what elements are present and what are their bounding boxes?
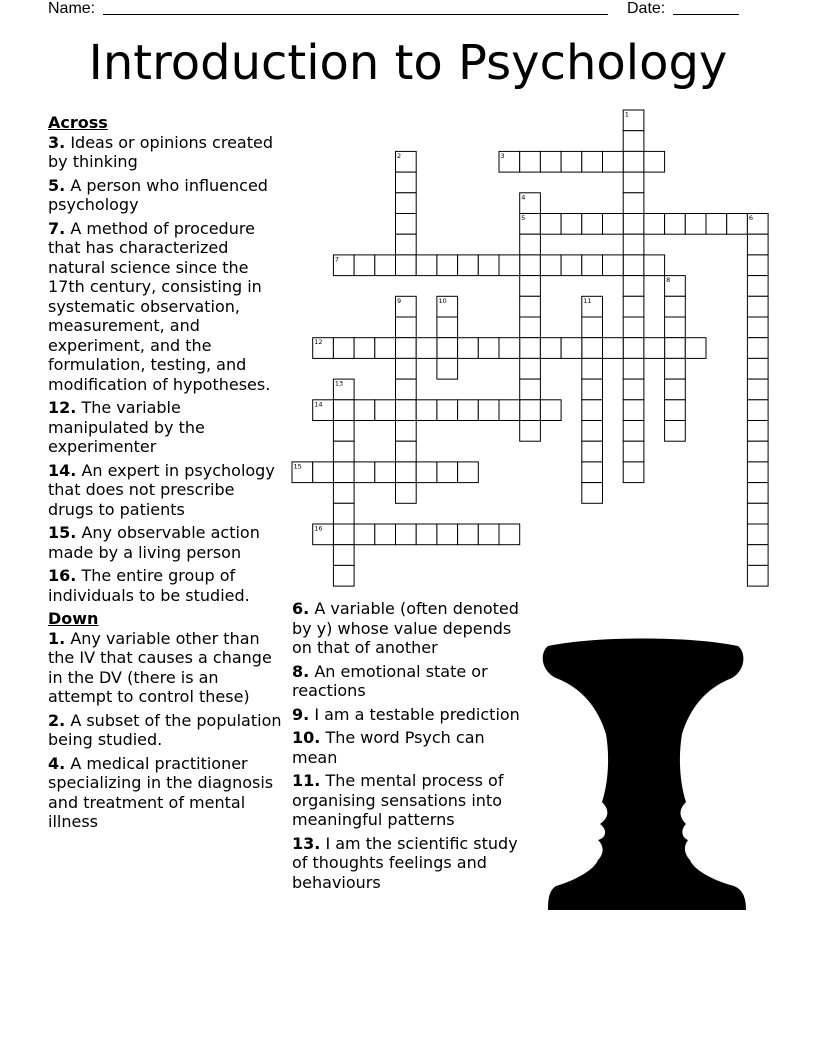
- clue-text: A variable (often denoted by y) whose value depends on that of another: [292, 599, 519, 657]
- down-clue: [292, 705, 532, 725]
- grid-cell[interactable]: [623, 338, 644, 359]
- clue-text: A subset of the population being studied.: [48, 710, 282, 749]
- grid-cell[interactable]: [582, 462, 603, 483]
- grid-cell-number: 13: [334, 379, 344, 388]
- clue-text: An emotional state or reactions: [292, 661, 488, 700]
- name-label: Name:: [48, 0, 96, 17]
- grid-cell-number: 4: [521, 193, 526, 202]
- clue-text: An expert in psychology that does not prescribe drugs to patients: [48, 460, 275, 519]
- grid-cell[interactable]: [396, 400, 417, 421]
- down-heading: Down: [48, 609, 99, 628]
- down-clue: [292, 599, 532, 658]
- grid-cell[interactable]: [561, 255, 582, 276]
- grid-cell[interactable]: [354, 338, 375, 359]
- grid-cell[interactable]: [437, 400, 458, 421]
- grid-cell[interactable]: [582, 317, 603, 338]
- grid-cell[interactable]: [561, 338, 582, 359]
- grid-cell-number: 10: [438, 296, 447, 305]
- grid-cell[interactable]: [623, 400, 644, 421]
- grid-cell[interactable]: [747, 421, 768, 442]
- grid-cell[interactable]: [375, 524, 396, 545]
- grid-cell[interactable]: [623, 234, 644, 255]
- grid-cell[interactable]: [520, 296, 541, 317]
- grid-cell[interactable]: [623, 358, 644, 379]
- down-clue: [48, 711, 283, 750]
- grid-cell[interactable]: [685, 214, 706, 235]
- grid-cell[interactable]: [582, 400, 603, 421]
- grid-cell[interactable]: [603, 255, 624, 276]
- grid-cell[interactable]: [520, 151, 541, 172]
- grid-cell-number: 9: [397, 296, 402, 305]
- clue-number: 10.: [292, 728, 321, 747]
- grid-cell[interactable]: [333, 483, 354, 504]
- grid-cell[interactable]: [396, 379, 417, 400]
- grid-cell[interactable]: [458, 255, 479, 276]
- grid-cell[interactable]: [582, 338, 603, 359]
- date-label: Date:: [627, 0, 666, 17]
- down-clue-list-middle: [292, 599, 532, 892]
- grid-cell[interactable]: [747, 483, 768, 504]
- grid-cell[interactable]: [582, 255, 603, 276]
- clue-number: 2.: [48, 710, 66, 730]
- clue-text: Ideas or opinions created by thinking: [48, 132, 273, 171]
- grid-cell[interactable]: [747, 545, 768, 566]
- grid-cell[interactable]: [665, 317, 686, 338]
- grid-cell[interactable]: [747, 462, 768, 483]
- vase-silhouette: [543, 639, 746, 911]
- grid-cell[interactable]: [644, 214, 665, 235]
- down-clue: [292, 771, 532, 830]
- grid-cell[interactable]: [706, 214, 727, 235]
- grid-cell-number: 3: [500, 151, 505, 160]
- grid-cell[interactable]: [540, 214, 561, 235]
- grid-cell[interactable]: [458, 338, 479, 359]
- rubin-vase-icon: [536, 634, 750, 916]
- grid-cell[interactable]: [665, 400, 686, 421]
- clue-number: 7.: [48, 218, 66, 238]
- grid-cell[interactable]: [354, 524, 375, 545]
- grid-cell[interactable]: [499, 400, 520, 421]
- grid-cell[interactable]: [644, 255, 665, 276]
- grid-cell[interactable]: [665, 338, 686, 359]
- grid-cell[interactable]: [499, 338, 520, 359]
- page-title: Introduction to Psychology: [88, 35, 728, 91]
- down-clue: [292, 662, 532, 701]
- clue-text: The mental process of organising sensations into meaningful patterns: [292, 771, 504, 829]
- grid-cell[interactable]: [561, 214, 582, 235]
- clue-text: The word Psych can mean: [292, 728, 485, 767]
- grid-cell[interactable]: [396, 172, 417, 193]
- grid-cell[interactable]: [375, 462, 396, 483]
- grid-cell-number: 6: [748, 214, 754, 222]
- grid-cell[interactable]: [520, 358, 541, 379]
- grid-cell[interactable]: [644, 338, 665, 359]
- grid-cell[interactable]: [540, 338, 561, 359]
- grid-cell-number: 7: [334, 255, 340, 264]
- clue-number: 3.: [48, 132, 66, 152]
- grid-cell[interactable]: [499, 524, 520, 545]
- grid-cell[interactable]: [416, 400, 437, 421]
- grid-cell[interactable]: [333, 462, 354, 483]
- grid-cell[interactable]: [458, 524, 479, 545]
- grid-cell[interactable]: [333, 441, 354, 462]
- clue-number: 12.: [48, 398, 77, 417]
- down-clue-list-left: [48, 629, 283, 832]
- grid-cell[interactable]: [437, 317, 458, 338]
- clue-number: 9.: [292, 704, 310, 724]
- grid-cell[interactable]: [747, 565, 768, 586]
- grid-cell[interactable]: [747, 441, 768, 462]
- grid-cell[interactable]: [333, 503, 354, 524]
- clue-number: 4.: [48, 753, 66, 773]
- grid-cell[interactable]: [747, 338, 768, 359]
- grid-cell[interactable]: [437, 524, 458, 545]
- grid-cell[interactable]: [396, 255, 417, 276]
- grid-cell[interactable]: [665, 214, 686, 235]
- grid-cell[interactable]: [747, 379, 768, 400]
- grid-cell-number: 2: [397, 151, 402, 160]
- grid-cell[interactable]: [582, 379, 603, 400]
- grid-cell[interactable]: [520, 379, 541, 400]
- grid-cell[interactable]: [623, 421, 644, 442]
- clues-middle-column: [292, 599, 532, 896]
- grid-cell[interactable]: [665, 379, 686, 400]
- grid-cell[interactable]: [478, 255, 499, 276]
- grid-cell[interactable]: [747, 276, 768, 297]
- grid-cell[interactable]: [747, 358, 768, 379]
- grid-cell[interactable]: [665, 296, 686, 317]
- clue-text: A medical practitioner specializing in the diagnosis and treatment of mental illness: [48, 753, 274, 831]
- grid-cell[interactable]: [623, 379, 644, 400]
- grid-cell[interactable]: [623, 193, 644, 214]
- grid-cell[interactable]: [396, 462, 417, 483]
- grid-cell[interactable]: [520, 421, 541, 442]
- grid-cell[interactable]: [416, 338, 437, 359]
- grid-cell[interactable]: [396, 358, 417, 379]
- grid-cell[interactable]: [416, 524, 437, 545]
- grid-cell-number: 8: [666, 276, 671, 285]
- grid-cell[interactable]: [747, 255, 768, 276]
- grid-cell[interactable]: [623, 214, 644, 235]
- grid-cell[interactable]: [520, 234, 541, 255]
- clue-text: The variable manipulated by the experimenter: [48, 398, 205, 456]
- grid-cell[interactable]: [396, 483, 417, 504]
- grid-cell[interactable]: [396, 421, 417, 442]
- grid-cell[interactable]: [333, 421, 354, 442]
- grid-cell[interactable]: [375, 400, 396, 421]
- clue-text: I am the scientific study of thoughts feelings and behaviours: [292, 833, 518, 892]
- clue-number: 6.: [292, 599, 310, 618]
- down-clue: [292, 834, 532, 893]
- grid-cell[interactable]: [623, 276, 644, 297]
- grid-cell[interactable]: [540, 255, 561, 276]
- clue-number: 1.: [48, 628, 66, 648]
- clue-number: 5.: [48, 175, 66, 195]
- clue-text: I am a testable prediction: [314, 704, 520, 724]
- grid-cell-number: 14: [314, 400, 323, 409]
- grid-cell[interactable]: [623, 441, 644, 462]
- grid-cell[interactable]: [582, 151, 603, 172]
- grid-cell[interactable]: [333, 524, 354, 545]
- grid-cell-number: 16: [314, 524, 323, 533]
- down-clue: [48, 629, 283, 707]
- clue-text: Any variable other than the IV that causes a change in the DV (there is an attempt to control these): [48, 628, 272, 706]
- grid-cell[interactable]: [603, 338, 624, 359]
- clue-text: A method of procedure that has characterized natural science since the 17th century, consisting in systematic observation, measurement, and experiment, and the formulation, testing, and modification of hypotheses.: [48, 218, 271, 394]
- grid-cell[interactable]: [396, 338, 417, 359]
- grid-cell[interactable]: [644, 151, 665, 172]
- grid-cell[interactable]: [747, 524, 768, 545]
- grid-cell[interactable]: [623, 296, 644, 317]
- grid-cell[interactable]: [333, 338, 354, 359]
- grid-cell[interactable]: [458, 462, 479, 483]
- down-clue: [48, 754, 283, 832]
- grid-cell[interactable]: [354, 255, 375, 276]
- grid-cell[interactable]: [437, 462, 458, 483]
- grid-cell[interactable]: [396, 193, 417, 214]
- grid-cell[interactable]: [437, 338, 458, 359]
- grid-cell-number: 11: [583, 296, 592, 305]
- grid-cell[interactable]: [354, 400, 375, 421]
- across-heading: Across: [48, 113, 108, 132]
- grid-cell[interactable]: [478, 400, 499, 421]
- grid-cell[interactable]: [540, 151, 561, 172]
- clue-text: A person who influenced psychology: [48, 175, 268, 214]
- down-clue: [292, 728, 532, 767]
- grid-cell[interactable]: [727, 214, 748, 235]
- grid-cell[interactable]: [499, 255, 520, 276]
- grid-cell[interactable]: [582, 421, 603, 442]
- grid-cell[interactable]: [603, 151, 624, 172]
- clue-text: The entire group of individuals to be studied.: [48, 566, 250, 605]
- grid-cell[interactable]: [582, 358, 603, 379]
- grid-cell[interactable]: [354, 462, 375, 483]
- grid-cell[interactable]: [478, 524, 499, 545]
- grid-cell[interactable]: [603, 214, 624, 235]
- grid-cell[interactable]: [685, 338, 706, 359]
- grid-cell-number: 5: [521, 214, 526, 222]
- clue-number: 8.: [292, 661, 310, 681]
- grid-cell-number: 12: [314, 338, 323, 347]
- grid-cell[interactable]: [375, 338, 396, 359]
- grid-cell[interactable]: [582, 214, 603, 235]
- grid-cell[interactable]: [396, 317, 417, 338]
- grid-cell[interactable]: [478, 338, 499, 359]
- clue-number: 14.: [48, 460, 77, 480]
- grid-cell[interactable]: [520, 400, 541, 421]
- grid-cell[interactable]: [747, 400, 768, 421]
- grid-cell[interactable]: [458, 400, 479, 421]
- grid-cell[interactable]: [520, 276, 541, 297]
- clue-number: 11.: [292, 771, 321, 790]
- grid-cell[interactable]: [747, 234, 768, 255]
- grid-cell[interactable]: [416, 462, 437, 483]
- grid-cell-number: 15: [293, 462, 302, 471]
- clue-text: Any observable action made by a living person: [48, 523, 260, 562]
- grid-cell[interactable]: [665, 421, 686, 442]
- grid-cell[interactable]: [520, 317, 541, 338]
- grid-cell[interactable]: [665, 358, 686, 379]
- clue-number: 13.: [292, 833, 321, 853]
- grid-cell[interactable]: [561, 151, 582, 172]
- grid-cell[interactable]: [437, 255, 458, 276]
- grid-cell-number: 1: [624, 110, 629, 119]
- grid-cell[interactable]: [416, 255, 437, 276]
- grid-cell[interactable]: [333, 565, 354, 586]
- grid-cell[interactable]: [520, 255, 541, 276]
- clue-number: 16.: [48, 566, 77, 585]
- grid-cell[interactable]: [396, 524, 417, 545]
- grid-cell[interactable]: [396, 214, 417, 235]
- grid-cell[interactable]: [623, 317, 644, 338]
- grid-cell[interactable]: [437, 358, 458, 379]
- grid-cell[interactable]: [747, 296, 768, 317]
- grid-cell[interactable]: [623, 172, 644, 193]
- grid-cell[interactable]: [540, 400, 561, 421]
- grid-cell[interactable]: [520, 338, 541, 359]
- grid-cell[interactable]: [396, 234, 417, 255]
- grid-cell[interactable]: [396, 441, 417, 462]
- grid-cell[interactable]: [333, 545, 354, 566]
- grid-cell[interactable]: [582, 483, 603, 504]
- grid-cell[interactable]: [582, 441, 603, 462]
- grid-cell[interactable]: [623, 462, 644, 483]
- grid-cell[interactable]: [333, 400, 354, 421]
- grid-cell[interactable]: [375, 255, 396, 276]
- grid-cell[interactable]: [623, 255, 644, 276]
- grid-cell[interactable]: [623, 131, 644, 152]
- grid-cell[interactable]: [623, 151, 644, 172]
- grid-cell[interactable]: [313, 462, 334, 483]
- grid-cell[interactable]: [747, 503, 768, 524]
- clue-number: 15.: [48, 523, 77, 542]
- grid-cell[interactable]: [747, 317, 768, 338]
